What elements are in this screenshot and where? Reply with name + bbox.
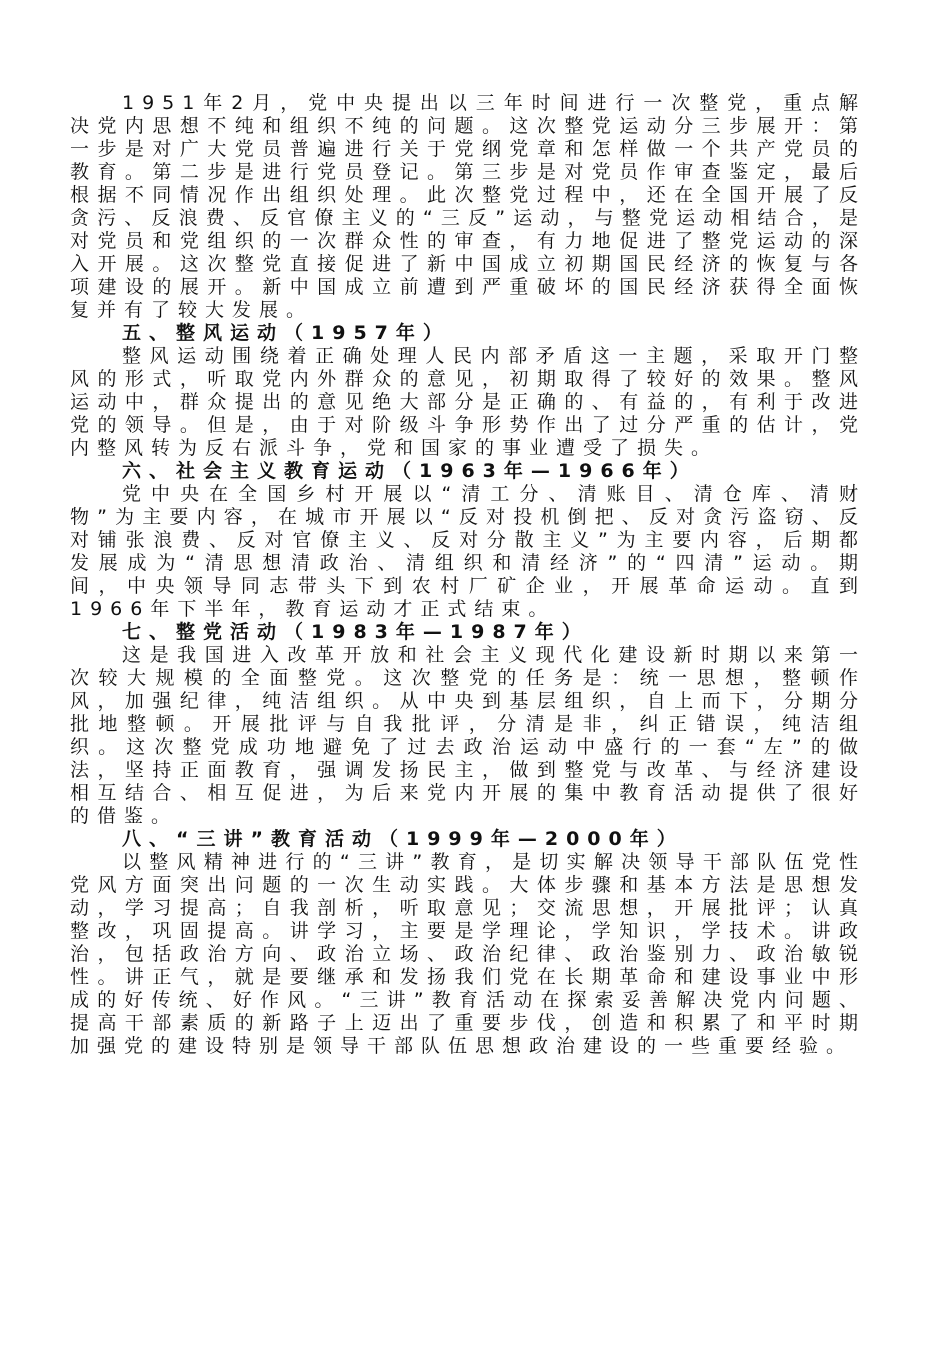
heading-three-stresses [70, 828, 866, 851]
heading-text: 五、整风运动（1957年） [122, 322, 450, 344]
paragraph-socialist-education: 党中央在全国乡村开展以“清工分、清账目、清仓库、清财物”为主要内容，在城市开展以“反对投机倒把、反对贪污盗窃、反对铺张浪费、反对官僚主义、反对分散主义”为主要内容，后期都发展成为“清思想清政治、清组织和清经济”的“四清”运动。期间，中央领导同志带头下到农村厂矿企业，开展革命运动。直到1966年下半年，教育运动才正式结束。 [70, 483, 866, 620]
heading-text: 八、“三讲”教育活动（1999年—2000年） [122, 828, 684, 850]
paragraph-party-rectification-1983: 这是我国进入改革开放和社会主义现代化建设新时期以来第一次较大规模的全面整党。这次整党的任务是：统一思想，整顿作风，加强纪律，纯洁组织。从中央到基层组织，自上而下，分期分批地整顿。开展批评与自我批评，分清是非，纠正错误，纯洁组织。这次整党成功地避免了过去政治运动中盛行的一套“左”的做法，坚持正面教育，强调发扬民主，做到整党与改革、与经济建设相互结合、相互促进，为后来党内开展的集中教育活动提供了很好的借鉴。 [70, 644, 866, 827]
heading-text: 六、社会主义教育运动（1963年—1966年） [122, 460, 697, 482]
paragraph-1951-rectification: 1951年2月，党中央提出以三年时间进行一次整党，重点解决党内思想不纯和组织不纯的问题。这次整党运动分三步展开：第一步是对广大党员普遍进行关于党纲党章和怎样做一个共产党员的教育。第二步是进行党员登记。第三步是对党员作审查鉴定，最后根据不同情况作出组织处理。此次整党过程中，还在全国开展了反贪污、反浪费、反官僚主义的“三反”运动，与整党运动相结合，是对党员和党组织的一次群众性的审查，有力地促进了整党运动的深入开展。这次整党直接促进了新中国成立初期国民经济的恢复与各项建设的展开。新中国成立前遭到严重破坏的国民经济获得全面恢复并有了较大发展。 [70, 92, 866, 321]
heading-text: 七、整党活动（1983年—1987年） [122, 621, 589, 643]
document-body [70, 92, 866, 1058]
heading-rectification-1957 [70, 322, 866, 345]
heading-party-rectification-1983 [70, 621, 866, 644]
paragraph-rectification-1957: 整风运动围绕着正确处理人民内部矛盾这一主题，采取开门整风的形式，听取党内外群众的意见，初期取得了较好的效果。整风运动中，群众提出的意见绝大部分是正确的、有益的，有利于改进党的领导。但是，由于对阶级斗争形势作出了过分严重的估计，党内整风转为反右派斗争，党和国家的事业遭受了损失。 [70, 345, 866, 459]
heading-socialist-education [70, 460, 866, 483]
paragraph-three-stresses: 以整风精神进行的“三讲”教育，是切实解决领导干部队伍党性党风方面突出问题的一次生动实践。大体步骤和基本方法是思想发动，学习提高；自我剖析，听取意见；交流思想，开展批评；认真整改，巩固提高。讲学习，主要是学理论，学知识，学技术。讲政治，包括政治方向、政治立场、政治纪律、政治鉴别力、政治敏锐性。讲正气，就是要继承和发扬我们党在长期革命和建设事业中形成的好传统、好作风。“三讲”教育活动在探索妥善解决党内问题、提高干部素质的新路子上迈出了重要步伐，创造和积累了和平时期加强党的建设特别是领导干部队伍思想政治建设的一些重要经验。 [70, 851, 866, 1057]
